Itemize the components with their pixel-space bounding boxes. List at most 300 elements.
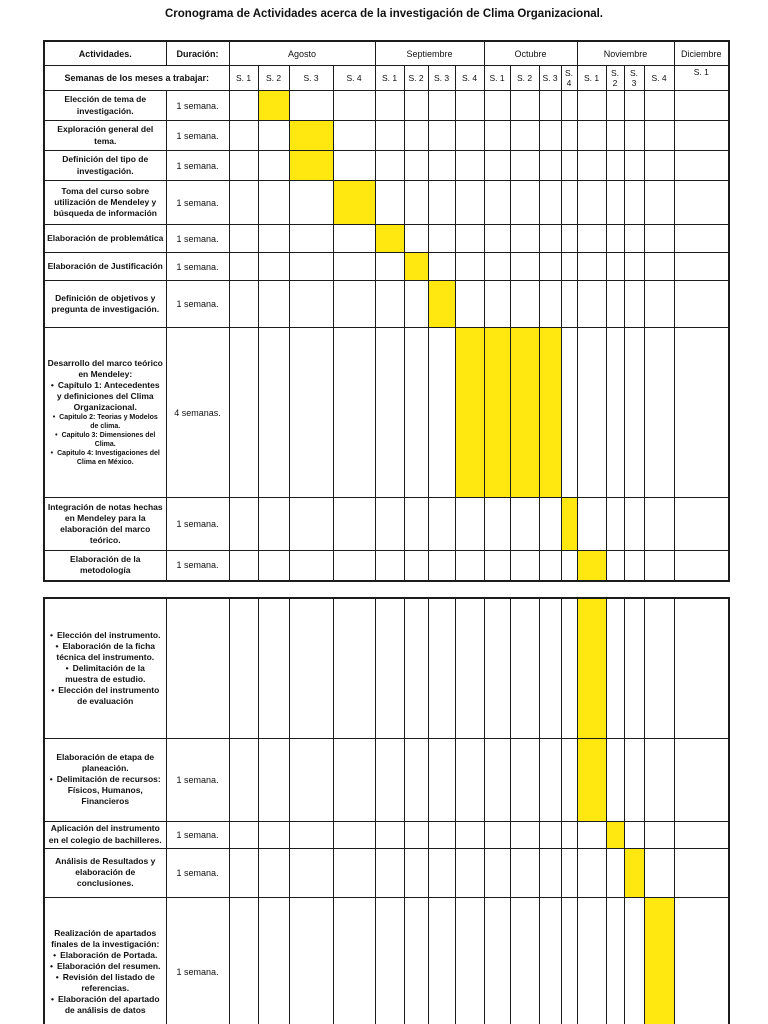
week-cell	[624, 121, 644, 151]
week-cell	[674, 738, 729, 821]
week-cell	[404, 598, 428, 738]
week-cell	[229, 498, 258, 551]
week-cell	[229, 151, 258, 181]
column-header-duration: Duración:	[166, 41, 229, 66]
week-cell	[428, 225, 455, 253]
week-cell	[624, 897, 644, 1024]
activity-bullet-text: Elaboración del resumen.	[57, 960, 161, 971]
week-cell	[375, 498, 404, 551]
week-cell	[428, 151, 455, 181]
week-cell	[674, 181, 729, 225]
activity-bullet-item	[47, 413, 164, 431]
activity-cell	[44, 121, 166, 151]
activity-bullet-text: Capitulo 2: Teorias y Modelos de clima.	[59, 413, 158, 430]
week-cell	[674, 91, 729, 121]
week-cell	[258, 848, 289, 897]
week-cell	[289, 897, 333, 1024]
week-cell	[539, 598, 561, 738]
activity-cell	[44, 821, 166, 848]
activity-text: Definición del tipo de investigación.	[62, 154, 149, 176]
week-cell	[674, 551, 729, 581]
week-cell	[229, 91, 258, 121]
week-cell	[561, 281, 577, 328]
activity-text: Aplicación del instrumento en el colegio de bachilleres.	[48, 823, 162, 845]
activity-bullet-item	[47, 972, 164, 994]
week-cell	[333, 281, 375, 328]
week-cell	[258, 551, 289, 581]
week-cell	[404, 848, 428, 897]
week-cell	[644, 738, 674, 821]
table-row	[44, 848, 729, 897]
table-row	[44, 551, 729, 581]
week-cell	[624, 91, 644, 121]
activity-cell	[44, 551, 166, 581]
week-cell	[606, 598, 624, 738]
week-header: S. 3	[289, 66, 333, 91]
activity-bullet-item	[47, 774, 164, 807]
bullet-icon: •	[52, 413, 56, 421]
week-cell	[510, 498, 539, 551]
week-cell	[644, 91, 674, 121]
week-cell	[289, 91, 333, 121]
week-cell	[484, 225, 510, 253]
week-cell	[229, 225, 258, 253]
week-cell-highlight	[484, 328, 510, 498]
week-header: S. 2	[510, 66, 539, 91]
week-cell	[606, 225, 624, 253]
week-cell	[258, 121, 289, 151]
table-row	[44, 738, 729, 821]
week-cell	[404, 225, 428, 253]
week-cell	[510, 253, 539, 281]
week-cell	[333, 897, 375, 1024]
document-title: Cronograma de Actividades acerca de la investigación de Clima Organizacional.	[165, 8, 603, 20]
duration-cell: 1 semana.	[166, 181, 229, 225]
week-cell	[624, 551, 644, 581]
activity-bullet-text: Delimitación de recursos: Físicos, Humanos, Financieros	[56, 773, 161, 807]
week-header: S. 2	[258, 66, 289, 91]
week-cell	[484, 121, 510, 151]
week-cell	[561, 225, 577, 253]
activity-text: Elaboración de problemática	[47, 232, 164, 243]
duration-cell: 1 semana.	[166, 281, 229, 328]
week-cell	[258, 151, 289, 181]
month-header-noviembre: Noviembre	[577, 41, 674, 66]
week-cell	[289, 598, 333, 738]
week-cell	[606, 151, 624, 181]
week-cell	[644, 821, 674, 848]
week-cell	[484, 897, 510, 1024]
week-cell	[484, 598, 510, 738]
week-cell	[624, 253, 644, 281]
activity-text: Toma del curso sobre utilización de Mendeley y búsqueda de información	[53, 185, 157, 219]
table-row	[44, 498, 729, 551]
activity-bullet-item	[47, 950, 164, 961]
week-header: S. 3	[428, 66, 455, 91]
activity-bullet-item	[47, 380, 164, 413]
activity-text: Definición de objetivos y pregunta de investigación.	[51, 292, 160, 314]
week-cell	[455, 121, 484, 151]
activity-cell	[44, 225, 166, 253]
week-cell	[539, 225, 561, 253]
week-cell	[333, 225, 375, 253]
week-cell	[624, 151, 644, 181]
week-cell	[333, 598, 375, 738]
activity-bullet-item	[47, 431, 164, 449]
week-cell	[561, 328, 577, 498]
week-header: S. 2	[606, 66, 624, 91]
week-cell	[375, 328, 404, 498]
week-cell-highlight	[428, 281, 455, 328]
bullet-icon: •	[50, 450, 54, 458]
week-cell	[674, 498, 729, 551]
week-cell	[539, 848, 561, 897]
week-cell	[561, 848, 577, 897]
week-cell	[644, 498, 674, 551]
week-cell	[333, 551, 375, 581]
activity-cell	[44, 498, 166, 551]
week-cell	[484, 181, 510, 225]
week-cell	[333, 91, 375, 121]
week-cell-highlight	[577, 551, 606, 581]
week-cell	[289, 181, 333, 225]
week-cell	[455, 848, 484, 897]
week-cell	[624, 498, 644, 551]
week-cell	[333, 821, 375, 848]
week-cell	[644, 151, 674, 181]
bullet-icon: •	[50, 993, 54, 1004]
week-cell	[644, 181, 674, 225]
activity-cell	[44, 253, 166, 281]
week-cell	[455, 225, 484, 253]
week-cell	[404, 498, 428, 551]
week-cell	[404, 821, 428, 848]
activity-bullet-text: Elección del instrumento de evaluación	[58, 684, 160, 706]
week-cell	[484, 551, 510, 581]
activity-bullet-text: Capítulo 1: Antecedentes y definiciones del Clima Organizacional.	[56, 379, 160, 412]
week-cell	[229, 551, 258, 581]
week-cell	[258, 328, 289, 498]
week-cell	[375, 91, 404, 121]
week-cell	[577, 225, 606, 253]
week-cell	[644, 848, 674, 897]
week-cell	[289, 551, 333, 581]
week-cell-highlight	[404, 253, 428, 281]
week-cell	[428, 848, 455, 897]
week-cell	[375, 253, 404, 281]
week-cell	[484, 498, 510, 551]
week-cell	[404, 738, 428, 821]
week-cell	[561, 598, 577, 738]
duration-cell: 1 semana.	[166, 498, 229, 551]
week-cell	[539, 121, 561, 151]
week-cell	[644, 225, 674, 253]
bullet-icon: •	[53, 949, 57, 960]
week-header: S. 3	[539, 66, 561, 91]
week-cell	[375, 738, 404, 821]
week-cell	[258, 225, 289, 253]
week-cell	[674, 151, 729, 181]
week-cell	[674, 598, 729, 738]
week-cell	[428, 121, 455, 151]
week-cell	[510, 281, 539, 328]
activity-bullet-item	[47, 641, 164, 663]
week-cell-highlight	[624, 848, 644, 897]
activity-bullet-text: Elaboración de Portada.	[60, 949, 158, 960]
week-cell	[577, 151, 606, 181]
week-cell	[428, 551, 455, 581]
weeks-label: Semanas de los meses a trabajar:	[44, 66, 229, 91]
bullet-icon: •	[55, 971, 59, 982]
week-cell	[289, 328, 333, 498]
activity-cell	[44, 151, 166, 181]
week-cell	[428, 328, 455, 498]
week-cell	[229, 848, 258, 897]
week-cell	[428, 498, 455, 551]
week-cell	[577, 121, 606, 151]
week-cell	[289, 848, 333, 897]
week-cell	[258, 253, 289, 281]
week-cell	[561, 181, 577, 225]
week-cell	[333, 328, 375, 498]
week-header: S. 4	[455, 66, 484, 91]
activity-text: Integración de notas hechas en Mendeley para la elaboración del marco teórico.	[47, 501, 163, 546]
week-cell	[561, 821, 577, 848]
bullet-icon: •	[50, 960, 54, 971]
week-cell	[428, 91, 455, 121]
month-header-octubre: Octubre	[484, 41, 577, 66]
table-row	[44, 151, 729, 181]
week-cell	[333, 848, 375, 897]
week-cell	[577, 848, 606, 897]
activity-bullet-text: Revisión del listado de referencias.	[62, 971, 155, 993]
week-cell	[510, 181, 539, 225]
activity-bullet-text: Elaboración de la ficha técnica del instrumento.	[56, 640, 156, 662]
week-header: S. 4	[644, 66, 674, 91]
table-row	[44, 253, 729, 281]
week-cell	[289, 821, 333, 848]
activity-bullet-item	[47, 449, 164, 467]
bullet-icon: •	[55, 640, 59, 651]
week-cell	[644, 281, 674, 328]
week-cell	[455, 281, 484, 328]
table-row	[44, 281, 729, 328]
bullet-icon: •	[65, 662, 69, 673]
week-cell	[674, 821, 729, 848]
table-row	[44, 897, 729, 1024]
week-cell	[539, 253, 561, 281]
week-cell	[577, 253, 606, 281]
column-header-activities: Actividades.	[44, 41, 166, 66]
week-cell	[229, 598, 258, 738]
week-cell	[606, 281, 624, 328]
week-cell	[577, 91, 606, 121]
week-cell	[484, 91, 510, 121]
week-cell-highlight	[375, 225, 404, 253]
week-cell	[561, 91, 577, 121]
activity-text: Elección de tema de investigación.	[64, 94, 147, 116]
header-row-months	[44, 41, 729, 66]
table-row	[44, 225, 729, 253]
week-cell	[333, 738, 375, 821]
week-cell	[539, 897, 561, 1024]
week-cell	[455, 897, 484, 1024]
week-cell	[561, 897, 577, 1024]
week-cell	[455, 551, 484, 581]
week-cell	[624, 738, 644, 821]
week-cell	[455, 151, 484, 181]
week-cell	[455, 821, 484, 848]
week-cell	[258, 738, 289, 821]
week-cell	[674, 253, 729, 281]
week-cell	[484, 151, 510, 181]
week-cell	[258, 598, 289, 738]
week-cell	[561, 253, 577, 281]
week-cell	[624, 281, 644, 328]
duration-cell: 1 semana.	[166, 848, 229, 897]
week-cell	[428, 897, 455, 1024]
week-cell	[539, 821, 561, 848]
week-cell	[561, 121, 577, 151]
table-row	[44, 821, 729, 848]
activity-bullet-item	[47, 994, 164, 1016]
week-cell	[258, 821, 289, 848]
week-cell	[577, 281, 606, 328]
week-cell-highlight	[333, 181, 375, 225]
week-cell	[624, 225, 644, 253]
duration-cell: 1 semana.	[166, 91, 229, 121]
bullet-icon: •	[55, 432, 58, 440]
month-header-diciembre: Diciembre	[674, 41, 729, 66]
week-cell	[289, 498, 333, 551]
week-cell	[258, 281, 289, 328]
week-cell	[606, 848, 624, 897]
month-header-septiembre: Septiembre	[375, 41, 484, 66]
week-cell	[539, 281, 561, 328]
week-cell	[561, 151, 577, 181]
week-cell	[404, 281, 428, 328]
activity-bullet-text: Capitulo 3: Dimensiones del Clima.	[61, 432, 156, 449]
activity-text: Realización de apartados finales de la investigación:	[51, 927, 160, 949]
week-cell	[333, 498, 375, 551]
bullet-icon: •	[50, 629, 54, 640]
week-cell	[510, 738, 539, 821]
activity-text: Exploración general del tema.	[57, 124, 154, 146]
week-cell	[510, 91, 539, 121]
week-cell	[484, 281, 510, 328]
week-cell-highlight	[577, 598, 606, 738]
week-cell	[644, 551, 674, 581]
activity-text: Desarrollo del marco teórico en Mendeley:	[47, 357, 163, 379]
week-cell	[606, 498, 624, 551]
activity-text: Elaboración de la metodología	[70, 554, 141, 576]
week-cell	[561, 738, 577, 821]
week-cell	[404, 151, 428, 181]
week-cell	[455, 498, 484, 551]
week-header: S. 4	[561, 66, 577, 91]
week-cell	[644, 253, 674, 281]
week-cell	[539, 151, 561, 181]
week-cell	[404, 328, 428, 498]
duration-cell: 1 semana.	[166, 151, 229, 181]
week-cell	[375, 181, 404, 225]
duration-cell: 1 semana.	[166, 253, 229, 281]
week-header: S. 2	[404, 66, 428, 91]
table-row	[44, 598, 729, 738]
week-cell	[624, 181, 644, 225]
week-cell	[606, 253, 624, 281]
week-cell	[484, 821, 510, 848]
week-cell	[229, 897, 258, 1024]
week-cell	[577, 181, 606, 225]
week-cell	[428, 821, 455, 848]
activity-cell	[44, 91, 166, 121]
week-cell	[539, 738, 561, 821]
week-cell	[644, 598, 674, 738]
week-cell	[375, 281, 404, 328]
activity-text: Análisis de Resultados y elaboración de conclusiones.	[55, 855, 156, 889]
activity-bullet-text: Elección del instrumento.	[57, 629, 161, 640]
week-cell	[229, 821, 258, 848]
week-cell	[455, 253, 484, 281]
table-row	[44, 181, 729, 225]
week-cell	[624, 598, 644, 738]
week-cell	[606, 328, 624, 498]
week-cell	[404, 181, 428, 225]
week-cell	[258, 498, 289, 551]
activity-cell	[44, 281, 166, 328]
week-header: S. 1	[484, 66, 510, 91]
week-cell-highlight	[606, 821, 624, 848]
week-cell	[510, 598, 539, 738]
week-header: S. 1	[577, 66, 606, 91]
activity-cell	[44, 181, 166, 225]
week-cell	[404, 121, 428, 151]
week-cell	[289, 225, 333, 253]
week-cell	[229, 328, 258, 498]
week-cell-highlight	[289, 151, 333, 181]
activity-text: Elaboración de Justificación	[47, 260, 163, 271]
week-header: S. 1	[674, 66, 729, 91]
week-cell-highlight	[644, 897, 674, 1024]
week-cell	[539, 498, 561, 551]
week-cell	[510, 848, 539, 897]
week-cell	[229, 253, 258, 281]
week-cell-highlight	[455, 328, 484, 498]
week-cell	[404, 551, 428, 581]
duration-cell: 1 semana.	[166, 738, 229, 821]
week-cell	[229, 281, 258, 328]
duration-cell: 4 semanas.	[166, 328, 229, 498]
week-cell	[375, 848, 404, 897]
week-cell	[674, 225, 729, 253]
table-row	[44, 328, 729, 498]
week-cell	[289, 281, 333, 328]
activity-bullet-item	[47, 630, 164, 641]
week-cell	[539, 91, 561, 121]
header-row-weeks	[44, 66, 729, 91]
week-cell-highlight	[258, 91, 289, 121]
gantt-table-1	[43, 40, 730, 582]
week-cell	[606, 738, 624, 821]
week-header: S. 4	[333, 66, 375, 91]
week-cell	[606, 897, 624, 1024]
bullet-icon: •	[50, 379, 54, 390]
week-cell	[510, 897, 539, 1024]
week-cell	[606, 121, 624, 151]
activity-bullet-item	[47, 685, 164, 707]
week-cell	[539, 181, 561, 225]
